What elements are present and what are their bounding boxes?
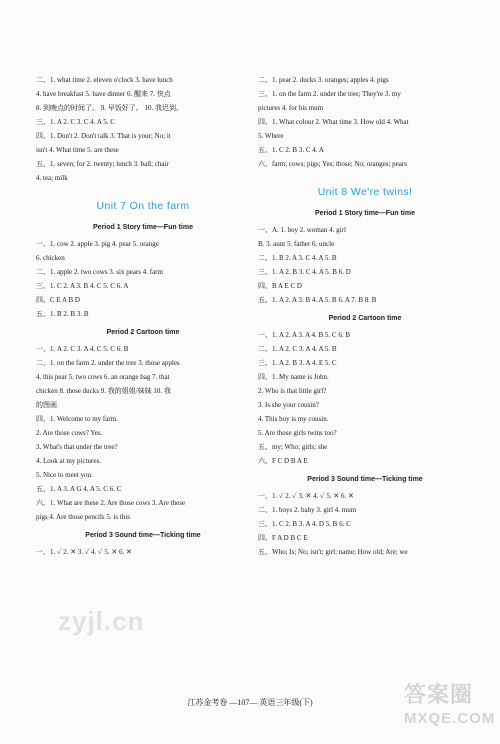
answer-line: 4. tea; milk [36,174,68,182]
answer-line: 一、1. A 2. A 3. A 4. B 5. C 6. B [258,331,350,339]
answer-line: 3. What's that under the tree? [36,443,118,451]
answer-line: 四、F A D B C E [258,534,308,542]
answer-line: 五、1. C 2. B 3. C 4. A [258,146,324,154]
answer-line: 二、1. on the farm 2. under the tree 3. those apples [36,359,180,367]
answer-line: 3. Is she your cousin? [258,401,319,409]
answer-line: 6. chicken [36,254,65,262]
watermark-right [404,680,494,740]
answer-line: 2. Who is that little girl? [258,387,327,395]
answer-line: 五、Who; Is; No; isn't; girl; name; How old; Are; we [258,548,408,556]
answer-line: 四、1. Welcome to my farm. [36,415,118,423]
answer-line: 二、1. apple 2. two cows 3. six pears 4. farm [36,268,163,276]
answer-line: 六、1. What are these 2. Are those cows 3. Are these [36,499,186,507]
answer-line: 4. Look at my pictures. [36,457,101,465]
answer-line: 4. this pear 5. two cows 6. an orange bag 7. that [36,373,170,381]
unit8-title: Unit 8 We're twins! [317,186,413,198]
answer-line: 2. Are those cows? Yes. [36,429,103,437]
answer-line: 三、1. C 2. B 3. A 4. D 5. B 6. C [258,520,351,528]
answer-line: 五、1. seven; for 2. twenty; lunch 3. ball; chair [36,160,169,168]
answer-line: isn't 4. What time 5. are these [36,146,119,154]
answer-line: 一、1. cow 2. apple 3. pig 4. pear 5. orange [36,240,159,248]
answer-line: 三、1. A 2. B 3. C 4. A 5. B 6. D [258,268,351,276]
answer-line: 4. This boy is my cousin. [258,415,329,423]
answer-line: 一、1. ✓ 2. ✕ 3. ✓ 4. ✓ 5. ✕ 6. ✕ [36,548,132,556]
answer-line: 的图画 [36,401,57,409]
watermark-left: zyjl.cn [58,606,145,636]
answer-line: 4. have breakfast 5. have dinner 6. 醒来 7. 快点 [36,90,171,98]
unit8-period2-title: Period 2 Cartoon time [328,315,402,322]
answer-line: 四、C E A B D [36,296,80,304]
answer-line: pigs 4. Are those pencils 5. is this [36,513,130,521]
unit7-period1-title: Period 1 Story time—Fun time [93,224,193,231]
answer-line: 四、B A E C D [258,282,302,290]
answer-line: 二、1. what time 2. eleven o'clock 3. have lunch [36,76,173,84]
right-column [258,73,472,559]
unit7-period2-title: Period 2 Cartoon time [106,329,180,336]
answer-line: 五、1. A 2. A 3. B 4. A 5. B 6. A 7. B 8. B [258,296,377,304]
answer-line: 四、1. What colour 2. What time 3. How old 4. What [258,118,409,126]
unit7-period3-title: Period 3 Sound time—Ticking time [85,532,201,539]
answer-line: 三、1. C 2. A 3. B 4. C 5. C 6. A [36,282,129,290]
answer-line: 五、my; Who; girls; she [258,443,328,451]
answer-line: 六、F C D B A E [258,457,308,465]
answer-line: pictures 4. for his mum [258,104,324,112]
watermark-right-line2: MXQE.COM [404,710,496,727]
answer-line: 5. Are those girls twins too? [258,429,337,437]
answer-line: 四、1. Don't 2. Don't talk 3. That is your; No; it [36,132,171,140]
answer-line: 一、A. 1. boy 2. woman 4. girl [258,226,346,234]
answer-line: 二、1. B 2. A 3. C 4. A 5. B [258,254,337,262]
unit8-period1-title: Period 1 Story time—Fun time [315,210,415,217]
answer-line: 5. Where [258,132,284,140]
answer-line: 二、1. boys 2. baby 3. girl 4. mum [258,506,357,514]
unit8-period3-title: Period 3 Sound time—Ticking time [307,476,423,483]
answer-line: chicken 8. these ducks 9. 我的姐姐/妹妹 10. 我 [36,387,171,395]
answer-line: 三、1. on the farm 2. under the tree; They're 3. my [258,90,401,98]
answer-line: 一、1. ✓ 2. ✓ 3. ✕ 4. ✓ 5. ✕ 6. ✕ [258,492,354,500]
answer-line: 五、1. B 2. B 3. B [36,310,89,318]
left-column [36,73,250,559]
answer-line: 二、1. pear 2. ducks 3. oranges; apples 4. pigs [258,76,389,84]
watermark-right-line1: 答案圈 [404,682,474,707]
answer-line: 三、1. A 2. B 3. A 4. E 5. C [258,359,337,367]
answer-line: 5. Nice to meet you. [36,471,93,479]
answer-line: B. 3. aunt 5. father 6. uncle [258,240,335,248]
answer-line: 六、farm; cows; pigs; Yes; those; No; oranges; pears [258,160,407,168]
answer-line: 8. 到晚点的时间了。 9. 早饭好了。 10. 我迟到。 [36,104,183,112]
answer-line: 五、1. A 3. A G 4. A 5. C 6. C [36,485,122,493]
right-top-answers [258,73,472,171]
unit7-title: Unit 7 On the farm [96,200,190,212]
answer-line: 二、1. A 2. C 3. A 4. A 5. B [258,345,337,353]
answer-line: 一、1. A 2. C 3. A 4. C 5. C 6. B [36,345,129,353]
page-footer: 江苏金考卷 —107— 英语三年级(下) [187,698,313,707]
answer-line: 四、1. My name is John. [258,373,329,381]
answer-line: 三、1. A 2. C 3. C 4. A 5. C [36,118,115,126]
left-top-answers [36,73,250,185]
